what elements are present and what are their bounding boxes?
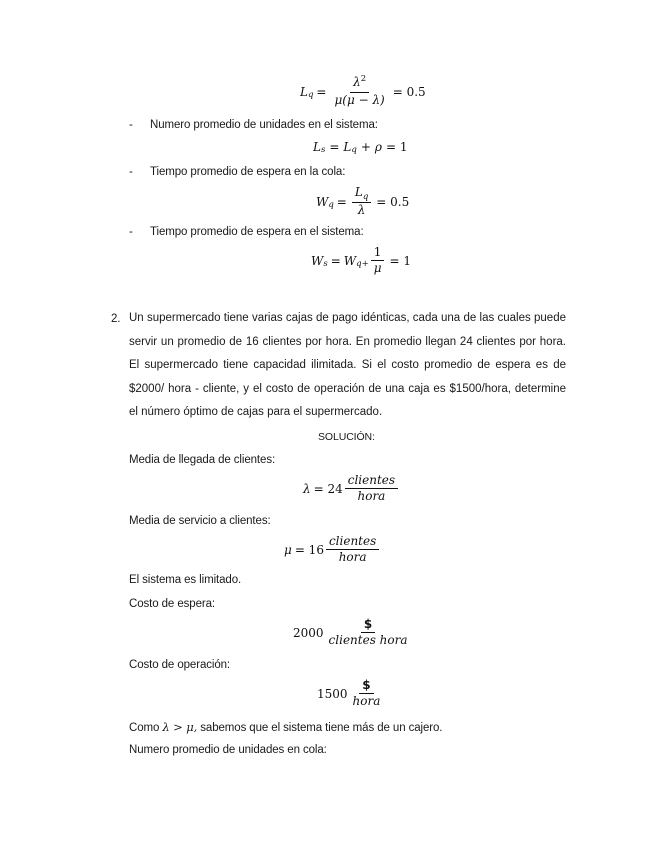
wq-sub: q xyxy=(328,199,334,210)
mu-symbol: μ xyxy=(284,542,292,557)
lq-num: λ xyxy=(353,75,361,89)
ls-plus: + xyxy=(360,140,371,154)
service-label: Media de servicio a clientes: xyxy=(129,515,271,527)
wq-num: L xyxy=(354,185,363,199)
ws-a: W xyxy=(343,253,357,268)
ws-fraction xyxy=(371,246,385,275)
formula-ls xyxy=(313,140,407,154)
wait-cost-label: Costo de espera: xyxy=(129,598,215,610)
mu-num: clientes xyxy=(326,535,379,550)
wait-cost-num: $ xyxy=(361,618,375,633)
ls-eq: = xyxy=(329,140,340,154)
arrival-label: Media de llegada de clientes: xyxy=(129,454,276,466)
lq-rhs: = 0.5 xyxy=(392,84,426,99)
ls-sub: s xyxy=(320,145,326,155)
lq-sub: q xyxy=(307,89,314,100)
problem-line: $2000/ hora - cliente, y el costo de operación de una caja es $1500/hora, determine xyxy=(129,382,566,395)
lq-symbol: L xyxy=(300,84,308,99)
ws-sub: s xyxy=(323,258,328,269)
op-cost-den: hora xyxy=(352,694,381,708)
formula-wq: W q = $\frac{L_q}{\lambda}$ = 0.5 xyxy=(316,185,410,217)
solution-heading: SOLUCIÓN: xyxy=(318,431,375,443)
ls-a-sub: q xyxy=(351,145,357,155)
como-math: λ > μ, xyxy=(162,720,198,734)
lq-den: μ(μ − λ) xyxy=(334,93,385,107)
op-cost-label: Costo de operación: xyxy=(129,659,231,671)
problem-line: el número óptimo de cajas para el supermercado. xyxy=(129,406,383,418)
bullet-dash: - xyxy=(129,119,133,131)
wq-den: λ xyxy=(357,203,366,217)
bullet-dash: - xyxy=(129,166,133,178)
formula-op-cost xyxy=(317,679,385,708)
mu-eq: = 16 xyxy=(294,542,324,557)
formula-wait-cost xyxy=(293,618,413,647)
wait-cost-fraction xyxy=(326,618,411,647)
formula-mu xyxy=(284,535,381,564)
wq-symbol: W xyxy=(316,194,329,209)
lambda-symbol: λ xyxy=(303,481,311,496)
op-cost-fraction xyxy=(350,679,384,708)
mu-den: hora xyxy=(338,550,367,564)
ws-rhs: = 1 xyxy=(389,253,412,268)
formula-ws xyxy=(311,246,411,275)
problem-line: El supermercado tiene capacidad ilimitada. Si el costo promedio de espera es de xyxy=(129,359,566,371)
wait-cost-den: clientes hora xyxy=(328,633,408,647)
ls-rho: ρ xyxy=(374,140,382,154)
lambda-den: hora xyxy=(357,489,386,503)
bullet-system-units: Numero promedio de unidades en el sistema: xyxy=(150,119,378,131)
ls-symbol: L xyxy=(313,140,321,154)
op-cost-value: 1500 xyxy=(317,686,348,701)
queue-units-label: Numero promedio de unidades en cola: xyxy=(129,744,327,756)
ws-den: μ xyxy=(373,261,382,275)
limited-label: El sistema es limitado. xyxy=(129,574,242,586)
ws-eq: = xyxy=(330,253,341,268)
ws-symbol: W xyxy=(311,253,324,268)
wait-cost-value: 2000 xyxy=(293,625,324,640)
como-rest: sabemos que el sistema tiene más de un cajero. xyxy=(197,722,443,734)
ls-rhs: = 1 xyxy=(385,140,408,154)
problem-statement xyxy=(129,307,566,425)
ls-a: L xyxy=(343,140,352,154)
problem-line: Un supermercado tiene varias cajas de pago idénticas, cada una de las cuales puede xyxy=(129,312,566,324)
bullet-dash: - xyxy=(129,226,133,238)
lambda-eq: = 24 xyxy=(313,481,343,496)
ws-a-sub: q+ xyxy=(356,258,369,269)
bullet-system-wait: Tiempo promedio de espera en el sistema: xyxy=(150,226,364,238)
comparison-sentence xyxy=(129,720,442,734)
op-cost-num: $ xyxy=(359,679,373,694)
lambda-fraction xyxy=(345,474,398,503)
problem-line: servir un promedio de 16 clientes por hora. En promedio llegan 24 clientes por hora. xyxy=(129,335,566,348)
problem-number: 2. xyxy=(111,313,121,325)
lambda-num: clientes xyxy=(345,474,398,489)
bullet-queue-wait: Tiempo promedio de espera en la cola: xyxy=(150,166,346,178)
lq-num-sup: 2 xyxy=(360,74,367,84)
wq-fraction xyxy=(352,186,371,217)
ws-num: 1 xyxy=(371,246,385,261)
wq-rhs: = 0.5 xyxy=(376,194,410,209)
lq-fraction xyxy=(331,76,387,107)
formula-lq: L q = $\frac{\lambda^2}{\mu(\mu - \lambda)}$ = 0.5 xyxy=(300,74,426,107)
como-word: Como xyxy=(129,722,160,734)
wq-num-sub: q xyxy=(362,192,369,202)
formula-lambda xyxy=(303,474,400,503)
mu-fraction xyxy=(326,535,379,564)
